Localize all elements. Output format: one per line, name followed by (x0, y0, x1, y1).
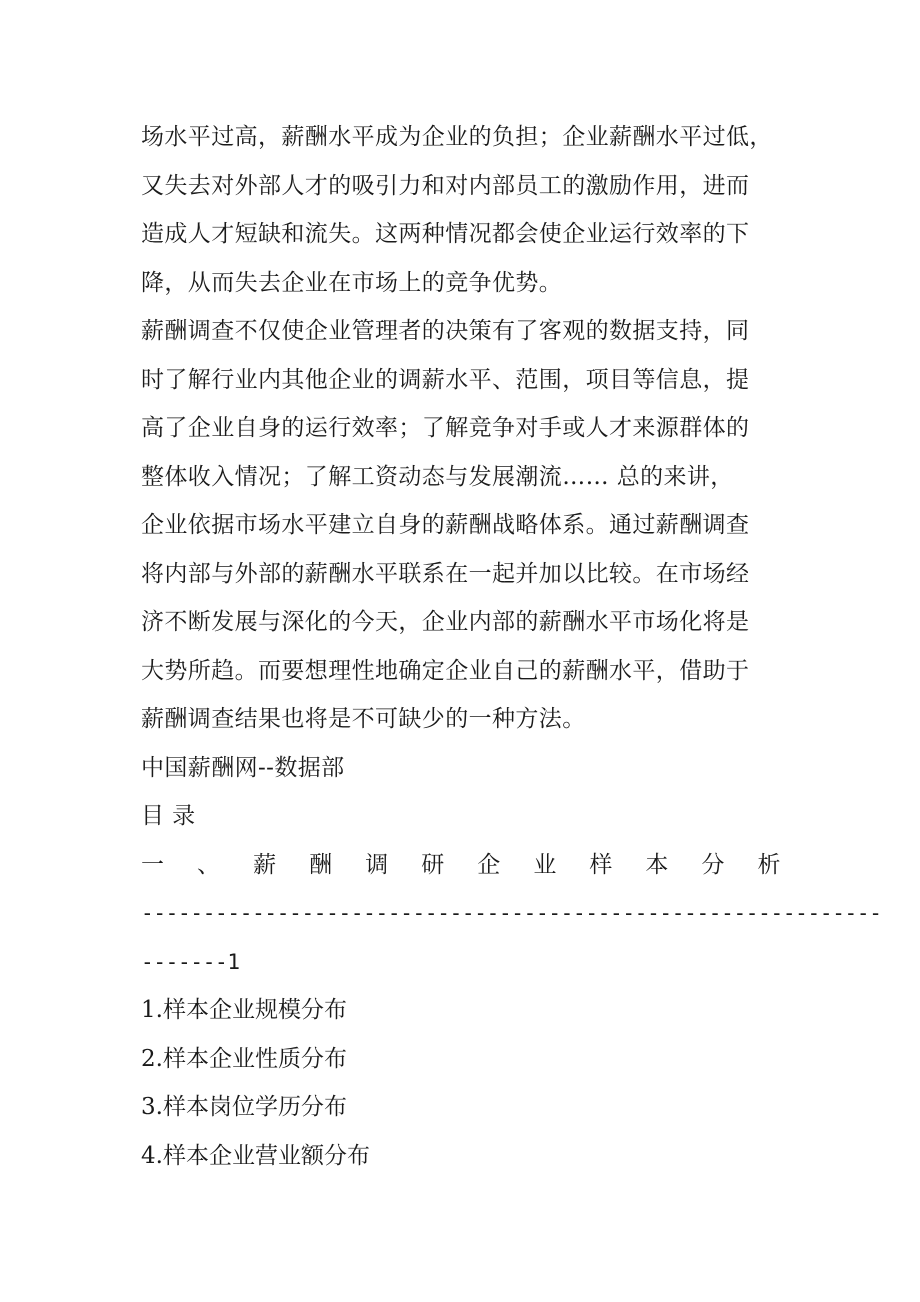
toc-item: 3.样本岗位学历分布 (141, 1094, 347, 1120)
toc-item: 2.样本企业性质分布 (141, 1045, 347, 1072)
text-line: 将内部与外部的薪酬水平联系在一起并加以比较。在市场经 (141, 560, 750, 587)
text-line: 大势所趋。而要想理性地确定企业自己的薪酬水平，借助于 (141, 657, 750, 684)
paragraph-intro-continuation (141, 113, 781, 307)
toc-heading-char: 样 (589, 851, 613, 878)
toc-heading-char: 分 (701, 851, 725, 878)
toc-heading-char: 一 (141, 851, 165, 878)
toc-section-1-heading (141, 841, 781, 890)
toc-heading-char: 业 (533, 851, 557, 878)
text-line: 场水平过高，薪酬水平成为企业的负担；企业薪酬水平过低， (141, 124, 773, 150)
toc-item: 4.样本企业营业额分布 (141, 1142, 370, 1169)
text-line: 整体收入情况；了解工资动态与发展潮流…… 总的来讲， (141, 463, 734, 490)
text-line: 济不断发展与深化的今天，企业内部的薪酬水平市场化将是 (141, 609, 750, 635)
toc-heading-char: 调 (365, 851, 389, 878)
text-line: 降，从而失去企业在市场上的竞争优势。 (141, 269, 563, 296)
text-line: 又失去对外部人才的吸引力和对内部员工的激励作用，进而 (141, 172, 750, 199)
toc-item: 1.样本企业规模分布 (141, 997, 347, 1023)
toc-leader-dashes: ------------------------------------------------------------ (141, 901, 882, 925)
signature: 中国薪酬网--数据部 (141, 754, 345, 781)
toc-heading-char: 研 (421, 851, 445, 878)
toc-heading-char: 、 (197, 851, 221, 878)
toc-heading-char: 析 (757, 851, 781, 878)
text-line: 造成人才短缺和流失。这两种情况都会使企业运行效率的下 (141, 221, 750, 247)
toc-heading-char: 酬 (309, 851, 333, 878)
text-line: 时了解行业内其他企业的调薪水平、范围，项目等信息，提 (141, 366, 750, 393)
text-line: 薪酬调查结果也将是不可缺少的一种方法。 (141, 706, 586, 732)
toc-heading-char: 企 (477, 851, 501, 878)
text-line: 薪酬调查不仅使企业管理者的决策有了客观的数据支持，同 (141, 318, 750, 344)
text-line: 高了企业自身的运行效率；了解竞争对手或人才来源群体的 (141, 415, 750, 441)
toc-title: 目 录 (141, 803, 196, 829)
document-page (141, 113, 882, 1180)
toc-heading-char: 本 (645, 851, 669, 878)
text-line: 企业依据市场水平建立自身的薪酬战略体系。通过薪酬调查 (141, 512, 750, 538)
toc-heading-char: 薪 (253, 851, 277, 878)
toc-page-ref: -------1 (141, 949, 240, 974)
paragraph-salary-survey (141, 307, 781, 744)
